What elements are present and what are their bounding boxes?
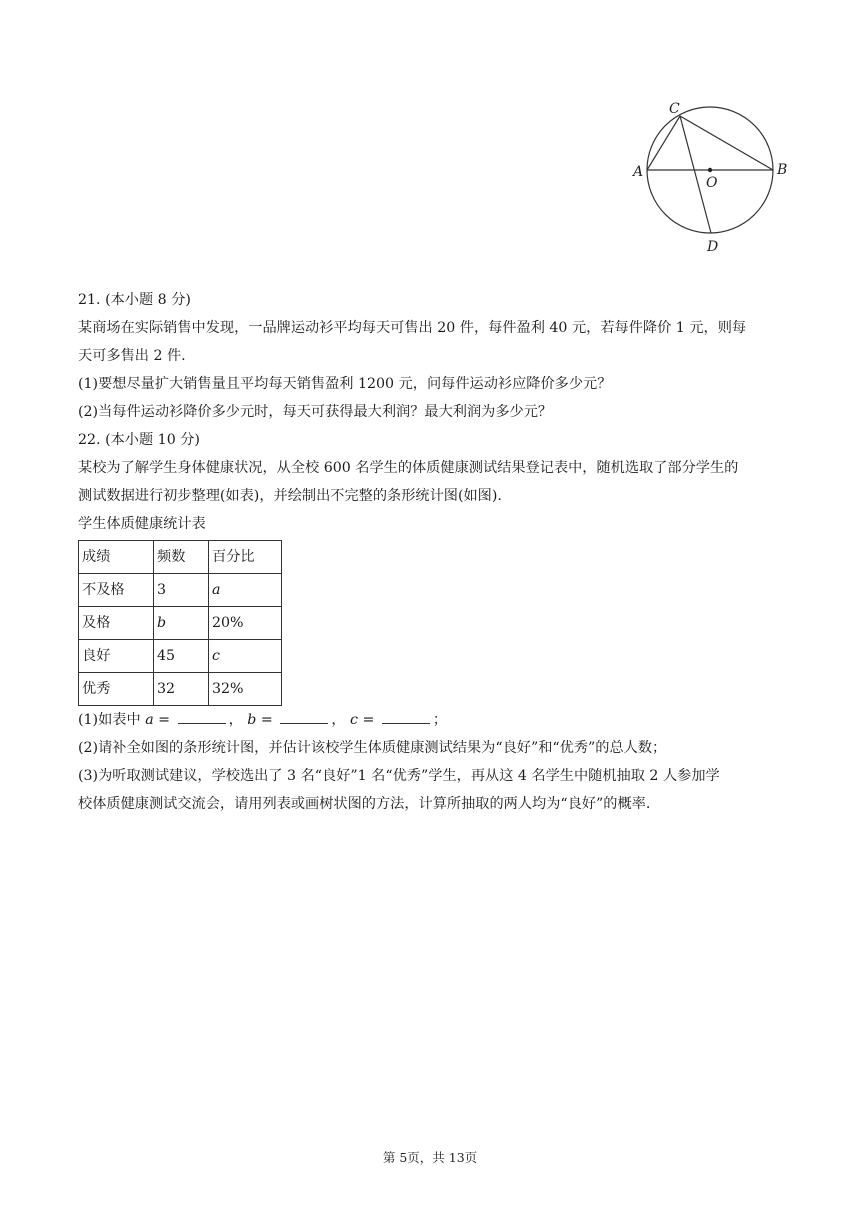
table-cell: a xyxy=(209,574,282,607)
q21-part1: (1)要想尽量扩大销售量且平均每天销售盈利 1200 元，问每件运动衫应降价多少元？ xyxy=(78,376,612,392)
table-row xyxy=(79,673,282,706)
label-c: C xyxy=(669,101,680,117)
end-mark: ； xyxy=(432,712,448,728)
table-row xyxy=(79,607,282,640)
table-header-cell: 成绩 xyxy=(79,541,154,574)
separator: ， xyxy=(228,712,243,728)
table-title: 学生体质健康统计表 xyxy=(78,516,206,532)
q21-header: 21. (本小题 8 分) xyxy=(78,292,191,308)
page-footer: 第 5页，共 13页 xyxy=(382,1150,478,1165)
table-cell: 3 xyxy=(154,574,209,607)
table-cell: 不及格 xyxy=(79,574,154,607)
equals-sign: = xyxy=(362,712,375,728)
label-o: O xyxy=(706,175,718,191)
q22-stem-line1: 某校为了解学生身体健康状况，从全校 600 名学生的体质健康测试结果登记表中，随机选取了部分学生的 xyxy=(78,460,739,476)
table-cell: 32 xyxy=(154,673,209,706)
var-a: a xyxy=(145,712,154,728)
label-a: A xyxy=(633,164,644,180)
q22-part2: (2)请补全如图的条形统计图，并估计该校学生体质健康测试结果为“良好”和“优秀”的总人数； xyxy=(78,740,667,756)
label-d: D xyxy=(707,239,719,255)
table-cell: b xyxy=(154,607,209,640)
equals-sign: = xyxy=(260,712,273,728)
stats-table xyxy=(78,540,282,706)
table-cell: 及格 xyxy=(79,607,154,640)
table-header-row xyxy=(79,541,282,574)
q22-part3-line2: 校体质健康测试交流会，请用列表或画树状图的方法，计算所抽取的两人均为“良好”的概率. xyxy=(78,796,651,812)
separator: ， xyxy=(331,712,346,728)
chord-cb xyxy=(680,116,773,170)
table-cell: 20% xyxy=(209,607,282,640)
q22-header: 22. (本小题 10 分) xyxy=(78,432,200,448)
answer-blank-b[interactable] xyxy=(280,709,328,724)
q22-part1-prefix: (1)如表中 xyxy=(78,712,141,728)
circle-figure xyxy=(630,96,800,261)
circle-diagram xyxy=(630,96,800,261)
table-header-cell: 百分比 xyxy=(209,541,282,574)
q21-part2: (2)当每件运动衫降价多少元时，每天可获得最大利润？最大利润为多少元？ xyxy=(78,404,553,420)
q21-stem-line2: 天可多售出 2 件. xyxy=(78,348,186,364)
q22-stem-line2: 测试数据进行初步整理(如表)，并绘制出不完整的条形统计图(如图). xyxy=(78,488,502,504)
answer-blank-c[interactable] xyxy=(382,709,430,724)
question-content xyxy=(78,286,784,818)
center-point xyxy=(708,168,712,172)
equals-sign: = xyxy=(158,712,171,728)
table-cell: 45 xyxy=(154,640,209,673)
var-b: b xyxy=(247,712,257,728)
table-header-cell: 频数 xyxy=(154,541,209,574)
table-cell: 良好 xyxy=(79,640,154,673)
table-row xyxy=(79,640,282,673)
q22-part3-line1: (3)为听取测试建议，学校选出了 3 名“良好”1 名“优秀”学生，再从这 4 名学生中随机抽取 2 人参加学 xyxy=(78,768,720,784)
answer-blank-a[interactable] xyxy=(178,709,226,724)
table-cell: c xyxy=(209,640,282,673)
var-c: c xyxy=(350,712,358,728)
table-cell: 32% xyxy=(209,673,282,706)
label-b: B xyxy=(777,162,788,178)
q21-stem-line1: 某商场在实际销售中发现，一品牌运动衫平均每天可售出 20 件，每件盈利 40 元，若每件降价 1 元，则每 xyxy=(78,320,747,336)
table-row xyxy=(79,574,282,607)
table-cell: 优秀 xyxy=(79,673,154,706)
chord-ac xyxy=(647,116,680,170)
q22-part1 xyxy=(78,706,784,734)
